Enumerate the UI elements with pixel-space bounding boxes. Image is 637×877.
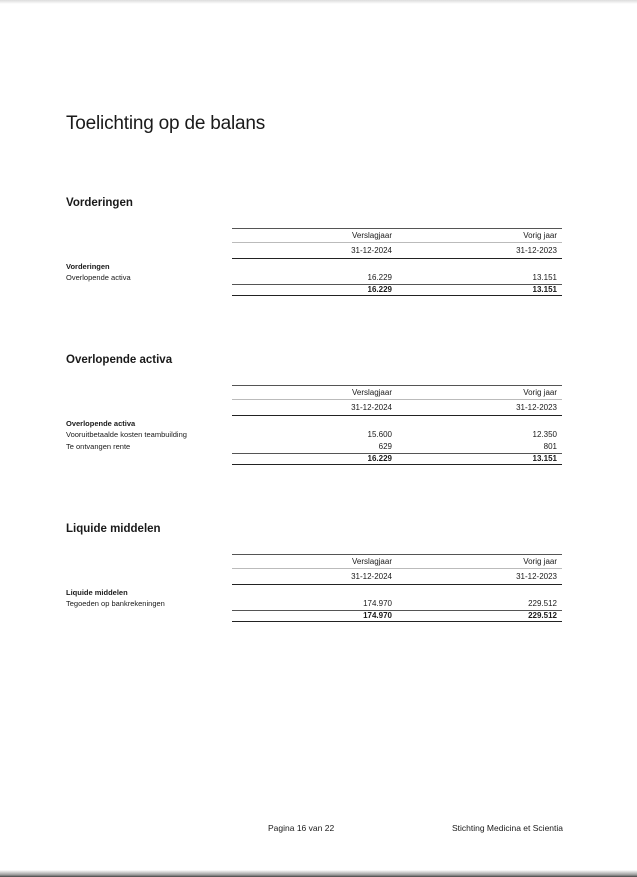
table-columns xyxy=(232,354,562,474)
rule xyxy=(232,610,562,611)
row-label: Tegoeden op bankrekeningen xyxy=(66,599,165,608)
total-current: 16.229 xyxy=(367,454,392,463)
rule xyxy=(232,621,562,622)
column-date-current: 31-12-2024 xyxy=(351,572,392,581)
section-heading: Vorderingen xyxy=(66,197,133,209)
total-previous: 13.151 xyxy=(532,454,557,463)
rule xyxy=(232,295,562,296)
table-columns xyxy=(232,523,562,633)
scan-edge-bottom xyxy=(0,870,637,877)
column-date-previous: 31-12-2023 xyxy=(516,572,557,581)
section-heading: Liquide middelen xyxy=(66,523,161,535)
rule xyxy=(232,385,562,386)
column-date-current: 31-12-2024 xyxy=(351,403,392,412)
footer-organization: Stichting Medicina et Scientia xyxy=(451,823,563,833)
column-header-previous: Vorig jaar xyxy=(523,557,557,566)
page-title: Toelichting op de balans xyxy=(66,113,266,134)
column-header-previous: Vorig jaar xyxy=(523,388,557,397)
row-value-current: 16.229 xyxy=(367,273,392,282)
column-date-previous: 31-12-2023 xyxy=(516,246,557,255)
total-previous: 229.512 xyxy=(528,611,557,620)
rule xyxy=(232,258,562,259)
column-date-previous: 31-12-2023 xyxy=(516,403,557,412)
table-columns xyxy=(232,197,562,307)
row-value-current: 15.600 xyxy=(367,430,392,439)
group-label: Vorderingen xyxy=(66,262,110,271)
row-label: Overlopende activa xyxy=(66,273,131,282)
column-header-current: Verslagjaar xyxy=(351,231,392,240)
rule xyxy=(232,453,562,454)
footer-page-number: Pagina 16 van 22 xyxy=(268,823,335,833)
group-label: Liquide middelen xyxy=(66,588,128,597)
row-value-previous: 801 xyxy=(543,442,557,451)
row-value-previous: 229.512 xyxy=(528,599,557,608)
column-header-current: Verslagjaar xyxy=(351,557,392,566)
row-value-previous: 13.151 xyxy=(532,273,557,282)
column-header-previous: Vorig jaar xyxy=(523,231,557,240)
total-current: 174.970 xyxy=(363,611,392,620)
rule xyxy=(232,415,562,416)
row-label: Te ontvangen rente xyxy=(66,442,131,451)
rule xyxy=(232,228,562,229)
scan-edge-top xyxy=(0,0,637,4)
group-label: Overlopende activa xyxy=(66,419,136,428)
rule xyxy=(232,568,562,569)
column-header-current: Verslagjaar xyxy=(351,388,392,397)
rule xyxy=(232,399,562,400)
total-current: 16.229 xyxy=(367,285,392,294)
rule xyxy=(232,242,562,243)
rule xyxy=(232,284,562,285)
column-date-current: 31-12-2024 xyxy=(351,246,392,255)
row-value-current: 629 xyxy=(378,442,392,451)
rule xyxy=(232,554,562,555)
row-value-current: 174.970 xyxy=(363,599,392,608)
rule xyxy=(232,584,562,585)
row-value-previous: 12.350 xyxy=(532,430,557,439)
rule xyxy=(232,464,562,465)
section-heading: Overlopende activa xyxy=(66,354,173,366)
row-label: Vooruitbetaalde kosten teambuilding xyxy=(66,430,187,439)
total-previous: 13.151 xyxy=(532,285,557,294)
